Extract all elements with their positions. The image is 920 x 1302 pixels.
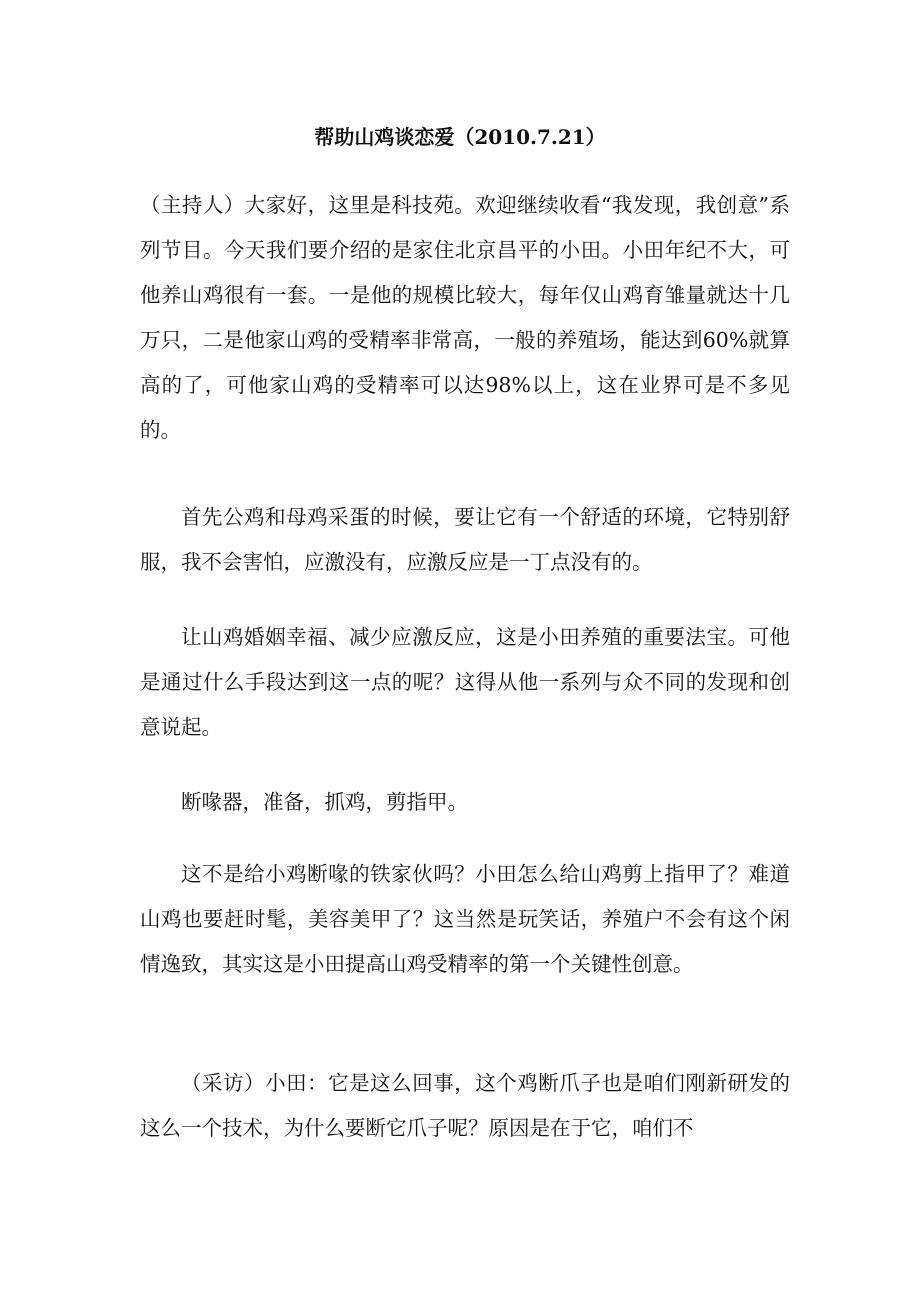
paragraph-intro: （主持人）大家好，这里是科技苑。欢迎继续收看“我发现，我创意”系列节目。今天我们要介绍的是家住北京昌平的小田。小田年纪不大，可他养山鸡很有一套。一是他的规模比较大，每年仅山鸡育雏量就达十几万只，二是他家山鸡的受精率非常高，一般的养殖场，能达到60%就算高的了，可他家山鸡的受精率可以达98%以上，这在业界可是不多见的。 — [140, 193, 790, 442]
paragraph-nails: 这不是给小鸡断喙的铁家伙吗？小田怎么给山鸡剪上指甲了？难道山鸡也要赶时髦，美容美甲了？这当然是玩笑话，养殖户不会有这个闲情逸致，其实这是小田提高山鸡受精率的第一个关键性创意。 — [140, 862, 790, 976]
paragraph-debeaker: 断喙器，准备，抓鸡，剪指甲。 — [181, 790, 468, 814]
paragraph-comfort: 首先公鸡和母鸡采蛋的时候，要让它有一个舒适的环境，它特别舒服，我不会害怕，应激没有，应激反应是一丁点没有的。 — [140, 505, 790, 574]
paragraph-interview: （采访）小田：它是这么回事，这个鸡断爪子也是咱们刚新研发的这么一个技术，为什么要断它爪子呢？原因是在于它，咱们不 — [140, 1071, 790, 1140]
paragraph-marriage: 让山鸡婚姻幸福、减少应激反应，这是小田养殖的重要法宝。可他是通过什么手段达到这一点的呢？这得从他一系列与众不同的发现和创意说起。 — [140, 625, 790, 739]
document-title: 帮助山鸡谈恋爱（2010.7.21） — [314, 125, 606, 149]
